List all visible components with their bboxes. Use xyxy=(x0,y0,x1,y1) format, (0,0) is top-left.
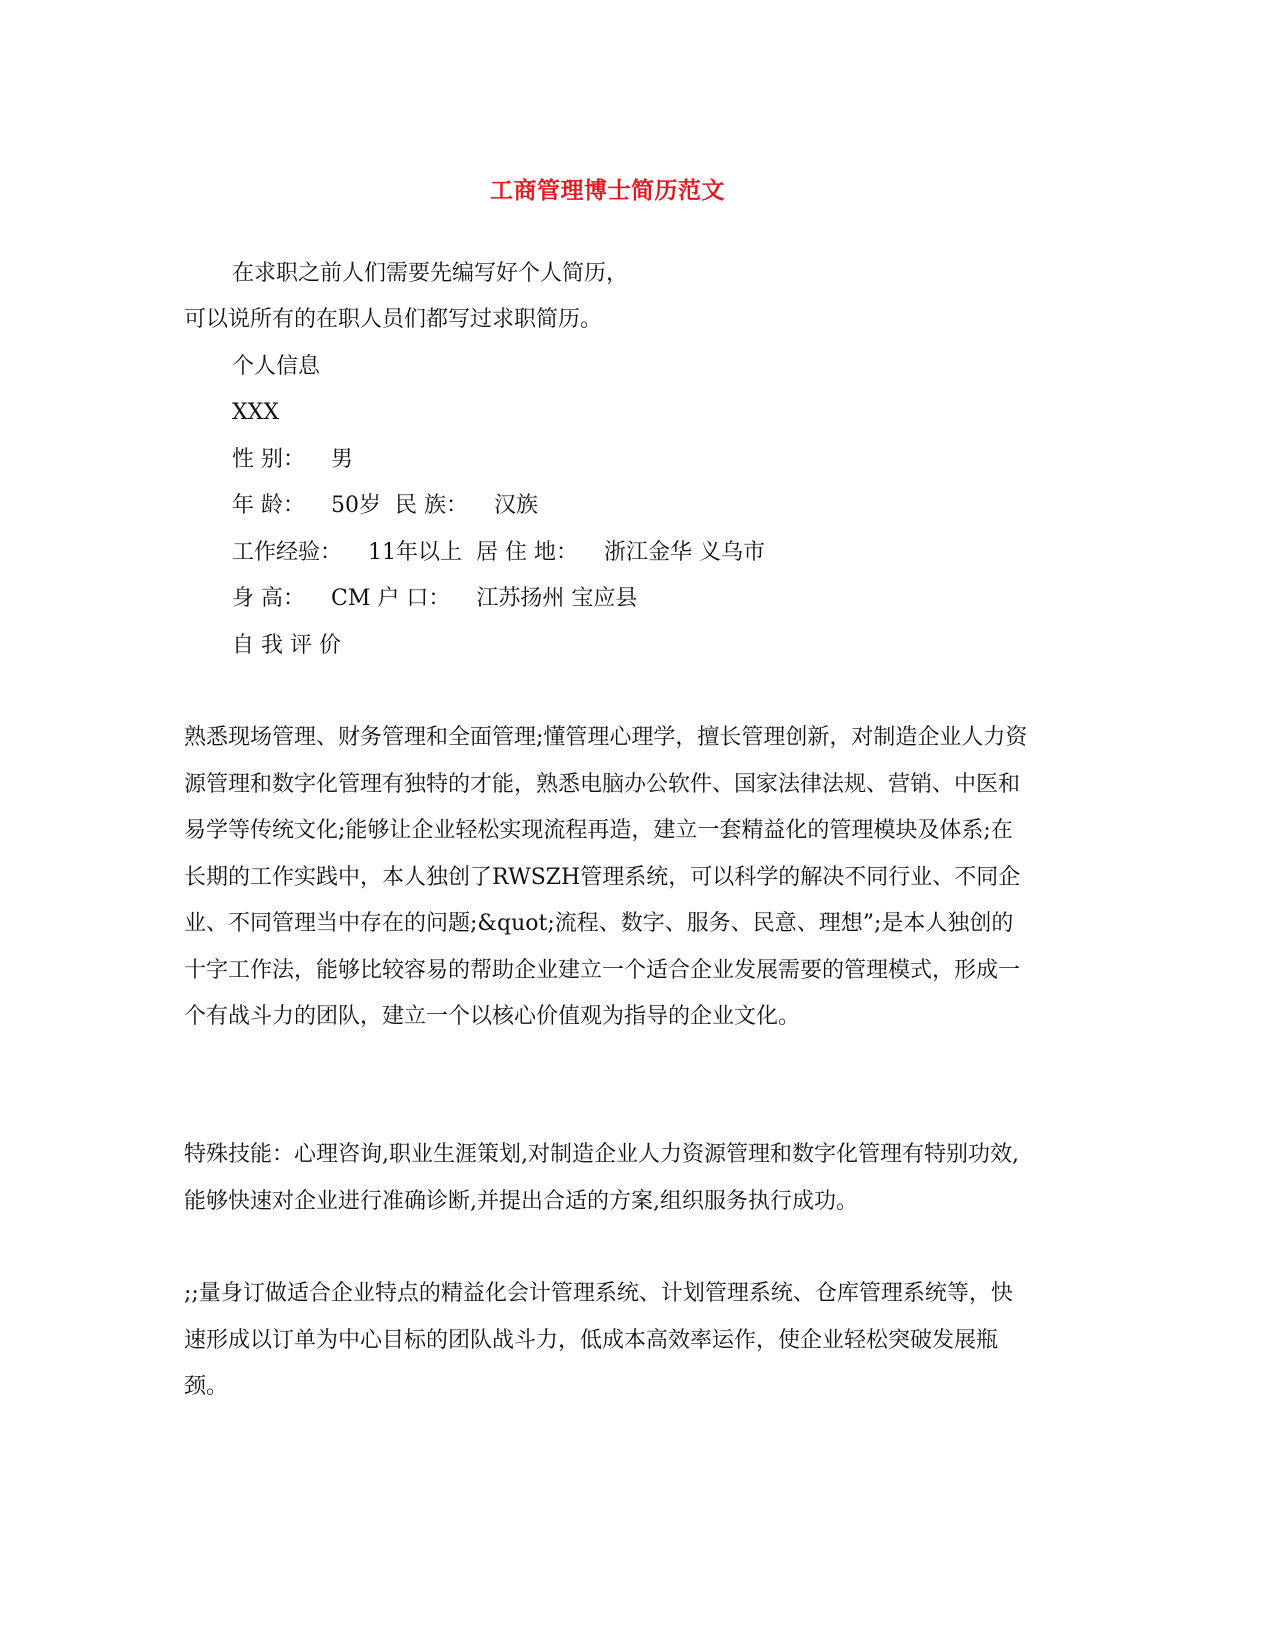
self-evaluation-paragraph xyxy=(184,715,1034,1041)
ethnicity-value: 汉族 xyxy=(494,493,539,518)
section-personal-info: 个人信息 xyxy=(232,354,321,379)
experience-label: 工作经验： xyxy=(232,540,343,565)
hukou-label: 户 口： xyxy=(377,586,451,611)
special-skills-text: 特殊技能：心理咨询,职业生涯策划,对制造企业人力资源管理和数字化管理有特别功效,能够快速对企业进行准确诊断,并提出合适的方案,组织服务执行成功。 xyxy=(184,1142,1019,1214)
height-row xyxy=(232,584,637,614)
gender-value: 男 xyxy=(331,447,354,472)
name-value: XXX xyxy=(232,400,279,425)
age-row xyxy=(232,491,538,521)
height-value: CM xyxy=(331,586,371,611)
self-evaluation-text: 熟悉现场管理、财务管理和全面管理;懂管理心理学，擅长管理创新，对制造企业人力资源管理和数字化管理有独特的才能，熟悉电脑办公软件、国家法律法规、营销、中医和易学等传统文化;能够让企业轻松实现流程再造，建立一套精益化的管理模块及体系;在长期的工作实践中，本人独创了RWSZH管理系统，可以科学的解决不同行业、不同企业、不同管理当中存在的问题;&quot;流程、数字、服务、民意、理想”;是本人独创的十字工作法，能够比较容易的帮助企业建立一个适合企业发展需要的管理模式，形成一个有战斗力的团队，建立一个以核心价值观为指导的企业文化。 xyxy=(184,725,1028,1029)
tailor-systems-text: ;;量身订做适合企业特点的精益化会计管理系统、计划管理系统、仓库管理系统等，快速形成以订单为中心目标的团队战斗力，低成本高效率运作，使企业轻松突破发展瓶颈。 xyxy=(184,1281,1013,1399)
height-label: 身 高： xyxy=(232,586,305,611)
residence-value: 浙江金华 义乌市 xyxy=(604,540,766,565)
experience-value: 11年以上 xyxy=(368,540,463,565)
special-skills-paragraph xyxy=(184,1132,1034,1225)
age-label: 年 龄： xyxy=(232,493,305,518)
gender-row xyxy=(232,445,353,475)
ethnicity-label: 民 族： xyxy=(395,493,468,518)
gender-label: 性 别： xyxy=(232,447,305,472)
residence-label: 居 住 地： xyxy=(476,540,579,565)
intro-line-1: 在求职之前人们需要先编写好个人简历， xyxy=(232,261,629,286)
tailor-systems-paragraph xyxy=(184,1271,1034,1411)
hukou-value: 江苏扬州 宝应县 xyxy=(476,586,638,611)
experience-row xyxy=(232,538,765,568)
intro-line-2: 可以说所有的在职人员们都写过求职简历。 xyxy=(184,307,603,332)
section-self-evaluation: 自 我 评 价 xyxy=(232,633,341,658)
document-title: 工商管理博士简历范文 xyxy=(490,177,725,204)
age-value: 50岁 xyxy=(331,493,381,518)
